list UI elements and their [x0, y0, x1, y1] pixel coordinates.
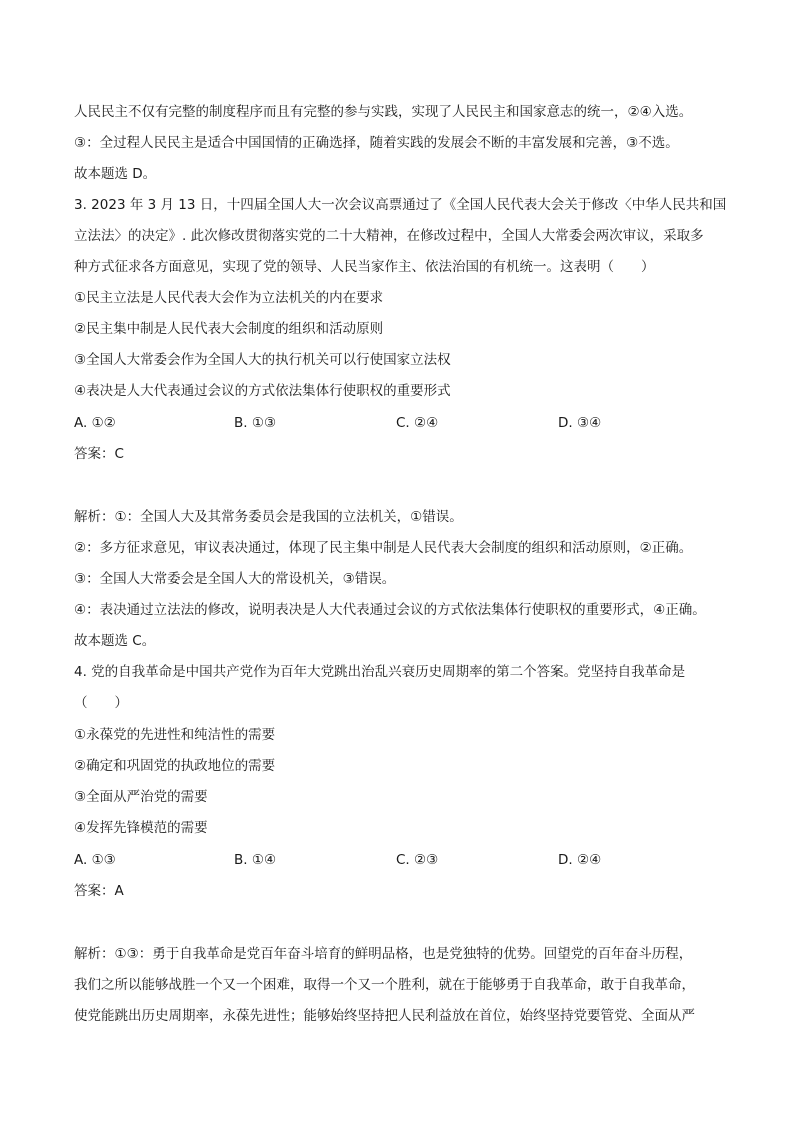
q3-option-b: B. ①③ — [234, 415, 277, 431]
q4-item: ④发挥先锋模范的需要 — [74, 820, 208, 836]
q3-item: ③全国人大常委会作为全国人大的执行机关可以行使国家立法权 — [74, 352, 451, 368]
q3-analysis-line: ④：表决通过立法法的修改，说明表决是人大代表通过会议的方式依法集体行使职权的重要形式，④正确。 — [74, 602, 706, 618]
prev-conclusion: 故本题选 D。 — [74, 166, 157, 182]
q3-stem-line: 3. 2023 年 3 月 13 日，十四届全国人大一次会议高票通过了《全国人民代表大会关于修改〈中华人民共和国 — [74, 197, 727, 213]
q3-stem-line: 种方式征求各方面意见，实现了党的领导、人民当家作主、依法治国的有机统一。这表明（ ） — [74, 259, 655, 275]
q4-answer: 答案：A — [74, 883, 124, 899]
q4-stem-line: 4. 党的自我革命是中国共产党作为百年大党跳出治乱兴衰历史周期率的第二个答案。党坚持自我革命是 — [74, 664, 686, 680]
q3-stem-line: 立法法〉的决定》. 此次修改贯彻落实党的二十大精神，在修改过程中，全国人大常委会两次审议，采取多 — [74, 228, 704, 244]
q4-option-a: A. ①③ — [74, 852, 116, 868]
q4-item: ③全面从严治党的需要 — [74, 789, 208, 805]
q3-item: ①民主立法是人民代表大会作为立法机关的内在要求 — [74, 290, 384, 306]
q4-item: ①永葆党的先进性和纯洁性的需要 — [74, 727, 276, 743]
q4-analysis-line: 解析：①③：勇于自我革命是党百年奋斗培育的鲜明品格，也是党独特的优势。回望党的百年奋斗历程， — [74, 946, 693, 962]
q4-analysis-line: 使党能跳出历史周期率，永葆先进性；能够始终坚持把人民利益放在首位，始终坚持党要管党、全面从严 — [74, 1008, 695, 1024]
prev-explanation-line: 人民民主不仅有完整的制度程序而且有完整的参与实践，实现了人民民主和国家意志的统一，②④入选。 — [74, 104, 693, 120]
q3-answer: 答案：C — [74, 446, 124, 462]
q4-option-c: C. ②③ — [396, 852, 439, 868]
q4-item: ②确定和巩固党的执政地位的需要 — [74, 758, 276, 774]
q4-analysis-line: 我们之所以能够战胜一个又一个困难，取得一个又一个胜利，就在于能够勇于自我革命，敢于自我革命， — [74, 977, 695, 993]
q3-option-a: A. ①② — [74, 415, 116, 431]
q3-option-d: D. ③④ — [558, 415, 602, 431]
q4-option-d: D. ②④ — [558, 852, 602, 868]
prev-explanation-line: ③：全过程人民民主是适合中国国情的正确选择，随着实践的发展会不断的丰富发展和完善，③不选。 — [74, 135, 679, 151]
q3-analysis-line: ②：多方征求意见，审议表决通过，体现了民主集中制是人民代表大会制度的组织和活动原则，②正确。 — [74, 540, 693, 556]
q3-analysis-line: 解析：①：全国人大及其常务委员会是我国的立法机关，①错误。 — [74, 509, 463, 525]
q4-option-b: B. ①④ — [234, 852, 277, 868]
q3-conclusion: 故本题选 C。 — [74, 633, 156, 649]
q3-item: ④表决是人大代表通过会议的方式依法集体行使职权的重要形式 — [74, 383, 451, 399]
q3-analysis-line: ③：全国人大常委会是全国人大的常设机关，③错误。 — [74, 571, 396, 587]
q4-stem-line: （ ） — [74, 695, 128, 711]
q3-item: ②民主集中制是人民代表大会制度的组织和活动原则 — [74, 321, 384, 337]
q3-option-c: C. ②④ — [396, 415, 439, 431]
